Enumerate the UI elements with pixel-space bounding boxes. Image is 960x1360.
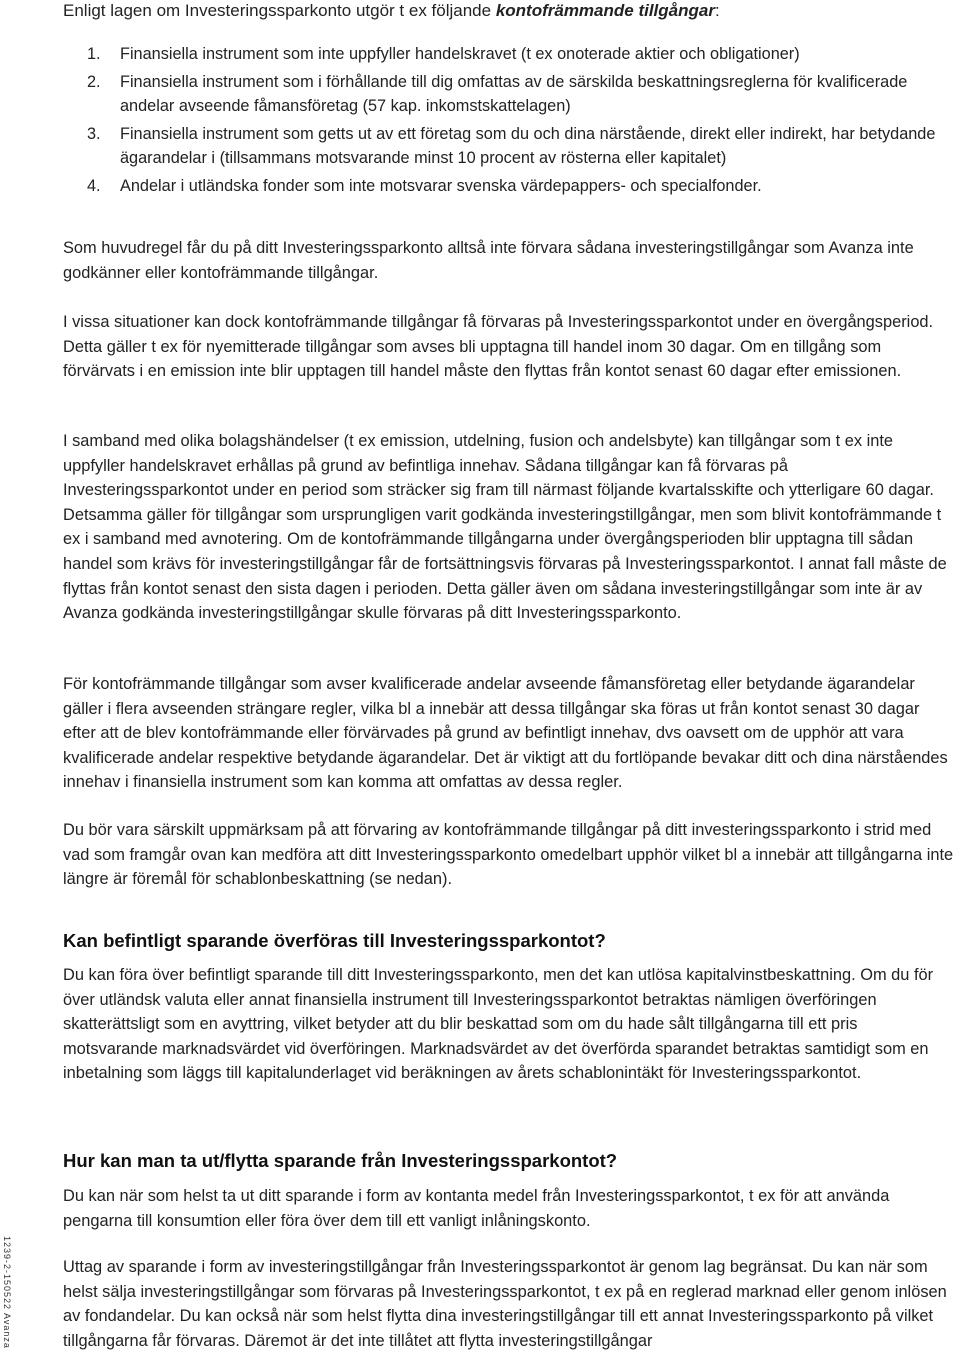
section-heading: Kan befintligt sparande överföras till Investeringssparkontot?	[63, 930, 606, 951]
document-code-text: 1239-2-150522 Avanza	[2, 1236, 12, 1349]
document-code	[0, 1236, 14, 1360]
paragraph: Du bör vara särskilt uppmärksam på att förvaring av kontofrämmande tillgångar på ditt investeringssparkonto i strid med vad som framgår ovan kan medföra att ditt Investeringssparkonto omedelbart upphör vilket bl a innebär att tillgångarna inte längre är föremål för schablonbeskattning (se nedan).	[63, 821, 954, 889]
list-number: 1.	[87, 45, 101, 63]
intro-text: Enligt lagen om Investeringssparkonto utgör t ex följande	[63, 1, 496, 20]
list-text: Finansiella instrument som getts ut av ett företag som du och dina närstående, direkt eller indirekt, har betydande ägarandelar i (tillsammans motsvarande minst 10 procent av rösterna eller kapitalet)	[120, 124, 936, 167]
list-text: Finansiella instrument som i förhållande till dig omfattas av de särskilda beskattningsreglerna för kvalificerade andelar avseende fåmansföretag (57 kap. inkomstskattelagen)	[120, 72, 908, 115]
list-number: 2.	[87, 72, 101, 91]
list-item	[87, 42, 955, 67]
paragraph: I samband med olika bolagshändelser (t ex emission, utdelning, fusion och andelsbyte) kan tillgångar som t ex inte uppfyller handelskravet erhållas på grund av befintliga innehav. Sådana tillgångar kan få förvaras på Investeringssparkontot under en period som sträcker sig fram till närmast följande kvartalsskifte och ytterligare 60 dagar. Detsamma gäller för tillgångar som ursprungligen varit godkända investeringstillgångar, men som blivit kontofrämmande t ex i samband med avnotering. Om de kontofrämmande tillgångarna under övergångsperioden blir upptagna till sådan handel som krävs för investeringstillgångar får de fortsättningsvis förvaras på Investeringssparkontot. I annat fall måste de flyttas från kontot senast den sista dagen i perioden. Detta gäller även om sådana investeringstillgångar som inte är av Avanza godkända investeringstillgångar skulle förvaras på ditt Investeringssparkonto.	[63, 432, 947, 623]
paragraph: Du kan föra över befintligt sparande till ditt Investeringssparkonto, men det kan utlösa kapitalvinstbeskattning. Om du för över utländsk valuta eller annat finansiella instrument till Investeringssparkontot betraktas nämligen överföringen skatterättsligt som en avyttring, vilket betyder att du blir beskattad som om du hade sålt tillgångarna till ett pris motsvarande marknadsvärdet vid överföringen. Marknadsvärdet av det överförda sparandet betraktas samtidigt som en inbetalning som läggs till kapitalunderlaget vid beräkningen av årets schablonintäkt för Investeringssparkontot.	[63, 966, 934, 1083]
intro-emphasis: kontofrämmande tillgångar	[495, 1, 715, 20]
paragraph: Du kan när som helst ta ut ditt sparande i form av kontanta medel från Investeringssparkontot, t ex för att använda pengarna till konsumtion eller föra över dem till ett vanligt inlåningskonto.	[63, 1187, 890, 1230]
list-text: Andelar i utländska fonder som inte motsvarar svenska värdepappers- och specialfonder.	[120, 176, 762, 195]
intro-line	[63, 0, 720, 24]
section-heading: Hur kan man ta ut/flytta sparande från Investeringssparkontot?	[63, 1150, 618, 1171]
paragraph: För kontofrämmande tillgångar som avser kvalificerade andelar avseende fåmansföretag eller betydande ägarandelar gäller i flera avseenden strängare regler, vilka bl a innebär att dessa tillgångar ska föras ut från kontot senast 30 dagar efter att de blev kontofrämmande eller förvärvades på grund av befintligt innehav, dvs oavsett om de upphör att vara kvalificerade andelar respektive betydande ägarandelar. Det är viktigt att du fortlöpande bevakar ditt och dina närståendes innehav i finansiella instrument som kan komma att omfattas av dessa regler.	[63, 675, 948, 792]
paragraph: I vissa situationer kan dock kontofrämmande tillgångar få förvaras på Investeringssparkontot under en övergångsperiod. Detta gäller t ex för nyemitterade tillgångar som avses bli upptagna till handel inom 30 dagar. Om en tillgång som förvärvats i en emission inte blir upptagen till handel måste den flyttas från kontot senast 60 dagar efter emissionen.	[63, 313, 934, 381]
paragraph: Uttag av sparande i form av investeringstillgångar från Investeringssparkontot är genom lag begränsat. Du kan när som helst sälja investeringstillgångar som förvaras på Investeringssparkontot, t ex på en reglerad marknad eller genom inlösen av fondandelar. Du kan också när som helst flytta dina investeringstillgångar till ett annat Investeringssparkonto på vilket tillgångarna får förvaras. Däremot är det inte tillåtet att flytta investeringstillgångar	[63, 1258, 947, 1350]
intro-suffix: :	[714, 1, 720, 20]
list-item	[87, 174, 955, 199]
list-item	[87, 70, 955, 119]
list-number: 3.	[87, 124, 101, 143]
paragraph: Som huvudregel får du på ditt Investeringssparkonto alltså inte förvara sådana investeringstillgångar som Avanza inte godkänner eller kontofrämmande tillgångar.	[63, 239, 914, 282]
asset-list	[87, 42, 955, 201]
list-text: Finansiella instrument som inte uppfyller handelskravet (t ex onoterade aktier och obligationer)	[120, 45, 800, 63]
list-item	[87, 122, 955, 171]
list-number: 4.	[87, 176, 101, 195]
